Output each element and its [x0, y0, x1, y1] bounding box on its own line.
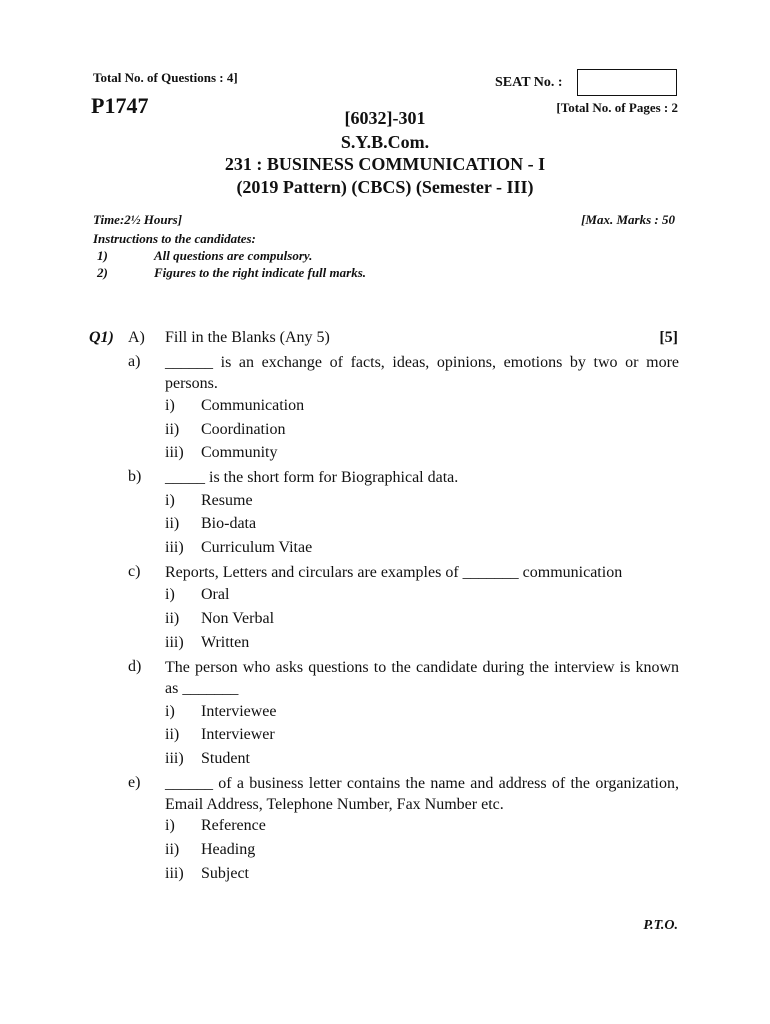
paper-code: P1747	[91, 93, 149, 118]
item-question-text: Reports, Letters and circulars are examples of _______ communication	[165, 564, 623, 581]
option	[165, 444, 277, 462]
option	[165, 726, 275, 744]
option-number: ii)	[165, 841, 180, 858]
option	[165, 515, 256, 533]
option-number: ii)	[165, 515, 180, 532]
option-number: iii)	[165, 750, 184, 767]
option-number: i)	[165, 492, 175, 509]
item-question-text: ______ of a business letter contains the name and address of the organization, Email Address, Telephone Number, Fax Number etc.	[165, 775, 679, 813]
instruction-text: All questions are compulsory.	[154, 248, 313, 263]
option-text: Subject	[201, 865, 249, 882]
option-number: i)	[165, 703, 175, 720]
instructions-title: Instructions to the candidates:	[93, 231, 256, 246]
item-letter: e)	[128, 774, 141, 791]
option	[165, 539, 312, 557]
option-text: Communication	[201, 397, 305, 414]
option-text: Curriculum Vitae	[201, 539, 313, 556]
option-number: i)	[165, 586, 175, 603]
item-question-text: ______ is an exchange of facts, ideas, opinions, emotions by two or more persons.	[165, 354, 679, 392]
option-text: Bio-data	[201, 515, 257, 532]
option-number: iii)	[165, 865, 184, 882]
option-number: iii)	[165, 634, 184, 651]
instruction-item	[97, 265, 366, 281]
option-number: iii)	[165, 539, 184, 556]
option	[165, 703, 277, 721]
item-letter: d)	[128, 658, 142, 675]
option-number: iii)	[165, 444, 184, 461]
item-question-text: _____ is the short form for Biographical data.	[165, 469, 459, 486]
option	[165, 492, 253, 510]
item-letter: b)	[128, 468, 142, 485]
option	[165, 750, 250, 768]
option-text: Non Verbal	[201, 610, 275, 627]
total-questions: Total No. of Questions : 4]	[93, 70, 238, 85]
instruction-text: Figures to the right indicate full marks.	[154, 265, 367, 280]
question-marks: [5]	[659, 329, 678, 346]
option-number: i)	[165, 397, 175, 414]
option	[165, 397, 304, 415]
question-part: A)	[128, 329, 145, 346]
option-text: Oral	[201, 586, 230, 603]
instruction-number: 1)	[97, 248, 108, 263]
option-text: Community	[201, 444, 278, 461]
option-text: Heading	[201, 841, 256, 858]
option-number: ii)	[165, 726, 180, 743]
option-text: Coordination	[201, 421, 286, 438]
option-number: ii)	[165, 421, 180, 438]
seat-number-box[interactable]	[577, 69, 677, 96]
question-heading: Fill in the Blanks (Any 5)	[165, 329, 330, 346]
option	[165, 586, 229, 604]
option	[165, 634, 249, 652]
total-pages: [Total No. of Pages : 2	[556, 100, 678, 115]
instruction-number: 2)	[97, 265, 108, 280]
option	[165, 817, 266, 835]
pattern-line: (2019 Pattern) (CBCS) (Semester - III)	[236, 177, 534, 197]
option-number: ii)	[165, 610, 180, 627]
option-text: Resume	[201, 492, 253, 509]
item-question-text: The person who asks questions to the candidate during the interview is known as _______	[165, 659, 679, 697]
instruction-item	[97, 248, 312, 264]
exam-code: [6032]-301	[344, 108, 426, 128]
item-letter: c)	[128, 563, 141, 580]
course-name: S.Y.B.Com.	[340, 132, 430, 152]
option	[165, 421, 285, 439]
option-text: Written	[201, 634, 250, 651]
item-letter: a)	[128, 353, 141, 370]
option-text: Reference	[201, 817, 266, 834]
option-text: Student	[201, 750, 250, 767]
time-allowed: Time:2½ Hours]	[93, 212, 183, 227]
option-text: Interviewee	[201, 703, 277, 720]
max-marks: [Max. Marks : 50	[581, 212, 675, 227]
page-turn-over: P.T.O.	[643, 918, 678, 933]
question-label: Q1)	[89, 329, 114, 346]
option	[165, 841, 255, 859]
option	[165, 865, 249, 883]
option-number: i)	[165, 817, 175, 834]
option-text: Interviewer	[201, 726, 275, 743]
seat-number-label: SEAT No. :	[495, 75, 563, 90]
subject-title: 231 : BUSINESS COMMUNICATION - I	[224, 154, 546, 174]
option	[165, 610, 274, 628]
